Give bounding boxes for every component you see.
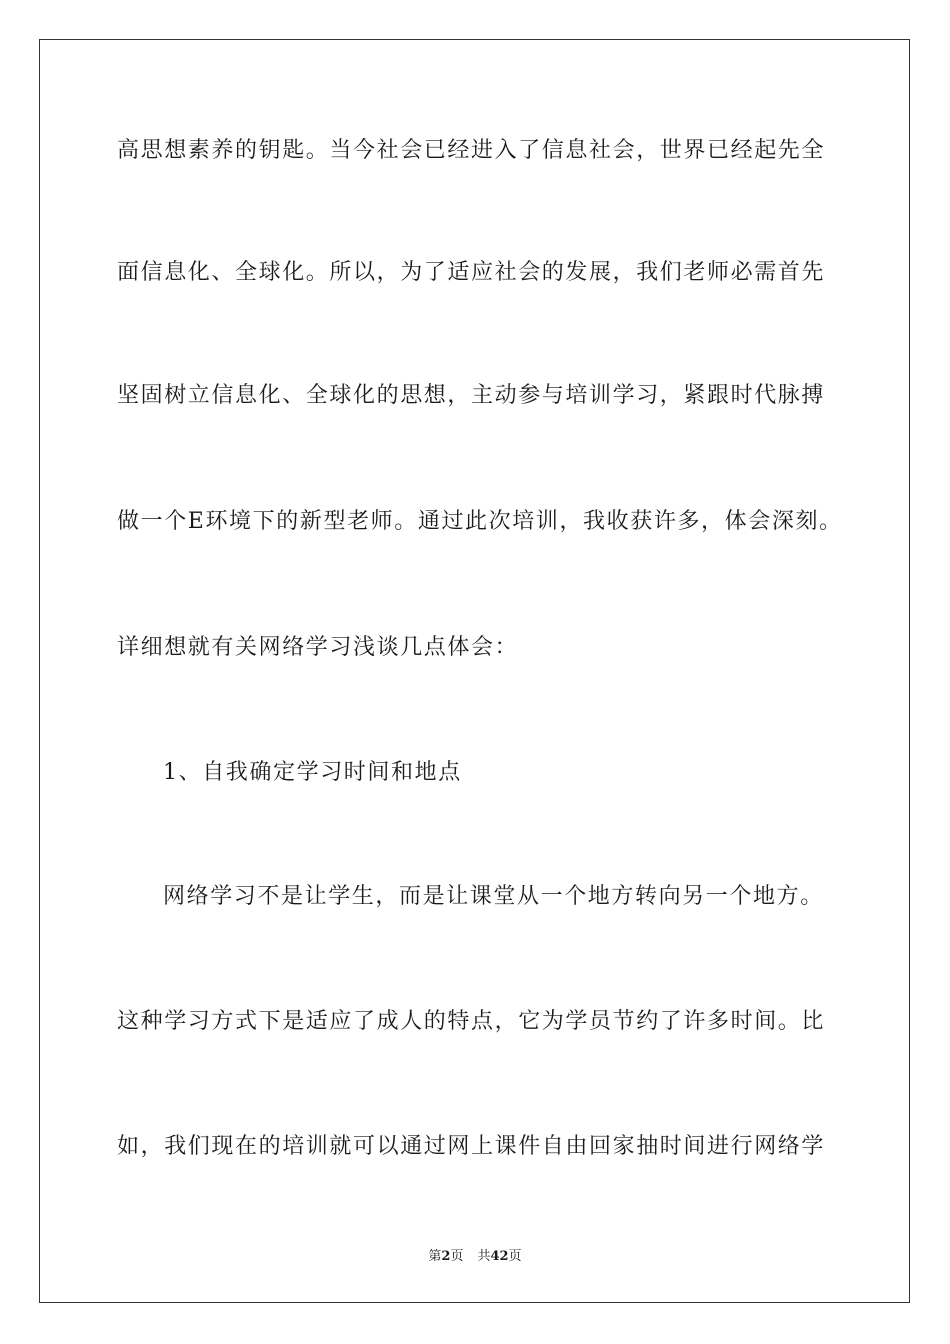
text-line: 坚固树立信息化、全球化的思想，主动参与培训学习，紧跟时代脉搏 bbox=[117, 383, 826, 408]
page-border bbox=[39, 39, 910, 1303]
text-line: 如，我们现在的培训就可以通过网上课件自由回家抽时间进行网络学 bbox=[117, 1134, 826, 1159]
page-suffix: 页 bbox=[450, 1249, 464, 1264]
page-number: 2 bbox=[441, 1249, 451, 1264]
text-line: 网络学习不是让学生，而是让课堂从一个地方转向另一个地方。 bbox=[163, 884, 824, 909]
text-line: 做一个E环境下的新型老师。通过此次培训，我收获许多，体会深刻。 bbox=[117, 509, 843, 534]
page-footer bbox=[0, 1248, 950, 1266]
total-pages: 42 bbox=[490, 1249, 509, 1264]
section-heading: 1、自我确定学习时间和地点 bbox=[163, 760, 462, 785]
text-line: 面信息化、全球化。所以，为了适应社会的发展，我们老师必需首先 bbox=[117, 260, 826, 285]
page-prefix: 第 bbox=[428, 1249, 442, 1264]
text-line: 详细想就有关网络学习浅谈几点体会： bbox=[117, 635, 519, 660]
text-line: 高思想素养的钥匙。当今社会已经进入了信息社会，世界已经起先全 bbox=[117, 138, 826, 163]
text-line: 这种学习方式下是适应了成人的特点，它为学员节约了许多时间。比 bbox=[117, 1009, 826, 1034]
total-prefix: 共 bbox=[477, 1249, 491, 1264]
total-suffix: 页 bbox=[508, 1249, 522, 1264]
